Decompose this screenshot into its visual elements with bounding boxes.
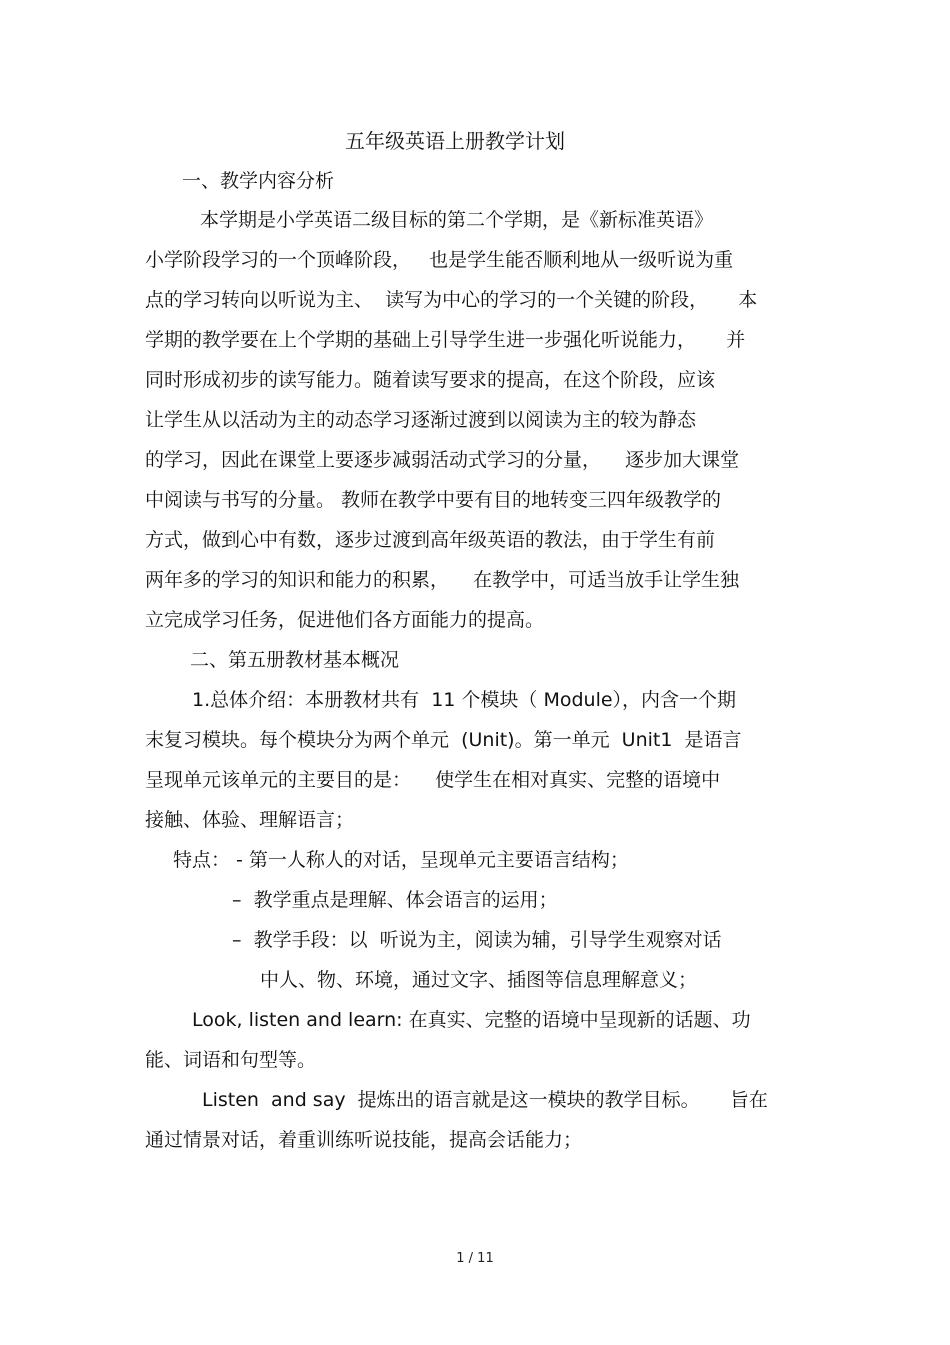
paragraph-line: 能、词语和句型等。: [145, 1049, 317, 1071]
section-heading: 一、教学内容分析: [182, 170, 335, 192]
paragraph-line: 同时形成初步的读写能力。随着读写要求的提高，在这个阶段，应该: [145, 369, 716, 391]
paragraph-line: 的学习，因此在课堂上要逐步减弱活动式学习的分量， 逐步加大课堂: [145, 449, 740, 471]
paragraph-line: 接触、体验、理解语言；: [145, 809, 355, 831]
feature-line: 特点： - 第一人称人的对话，呈现单元主要语言结构；: [173, 849, 629, 871]
paragraph-line: 本学期是小学英语二级目标的第二个学期，是《新标准英语》: [200, 209, 714, 231]
paragraph-line: 让学生从以活动为主的动态学习逐渐过渡到以阅读为主的较为静态: [145, 409, 697, 431]
paragraph-line: 呈现单元该单元的主要目的是： 使学生在相对真实、完整的语境中: [145, 769, 721, 791]
paragraph-line: 方式，做到心中有数，逐步过渡到高年级英语的教法，由于学生有前: [145, 529, 716, 551]
paragraph-line: 末复习模块。每个模块分为两个单元 (Unit)。第一单元 Unit1 是语言: [145, 729, 742, 751]
feature-line: 中人、物、环境，通过文字、插图等信息理解意义；: [260, 969, 698, 991]
feature-line: – 教学重点是理解、体会语言的运用；: [232, 889, 558, 911]
page-number: 1 / 11: [456, 1251, 494, 1266]
paragraph-line: 立完成学习任务，促进他们各方面能力的提高。: [145, 609, 545, 631]
paragraph-line: 学期的教学要在上个学期的基础上引导学生进一步强化听说能力， 并: [145, 329, 746, 351]
section-heading: 二、第五册教材基本概况: [190, 649, 400, 671]
paragraph-line: Listen and say 提炼出的语言就是这一模块的教学目标。 旨在: [202, 1089, 768, 1111]
paragraph-line: 中阅读与书写的分量。 教师在教学中要有目的地转变三四年级教学的: [145, 489, 722, 511]
paragraph-line: 1.总体介绍：本册教材共有 11 个模块（ Module），内含一个期: [192, 689, 737, 711]
paragraph-line: 两年多的学习的知识和能力的积累， 在教学中，可适当放手让学生独: [145, 569, 740, 591]
feature-line: – 教学手段：以 听说为主，阅读为辅，引导学生观察对话: [232, 929, 722, 951]
paragraph-line: 通过情景对话，着重训练听说技能，提高会话能力；: [145, 1129, 583, 1151]
paragraph-line: 点的学习转向以听说为主、 读写为中心的学习的一个关键的阶段， 本: [145, 289, 758, 311]
document-title: 五年级英语上册教学计划: [345, 129, 565, 153]
paragraph-line: Look, listen and learn: 在真实、完整的语境中呈现新的话题、功: [192, 1009, 751, 1031]
paragraph-line: 小学阶段学习的一个顶峰阶段， 也是学生能否顺利地从一级听说为重: [145, 249, 734, 271]
